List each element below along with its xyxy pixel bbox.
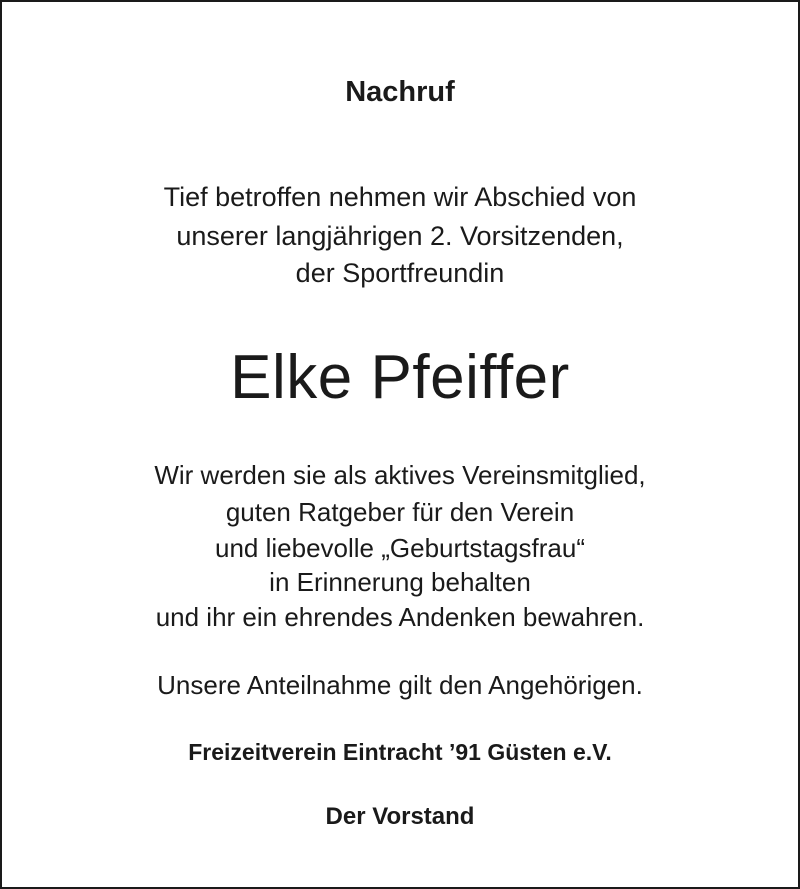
body-line: guten Ratgeber für den Verein (225, 497, 575, 527)
obituary-title: Nachruf (345, 76, 455, 108)
body-line: in Erinnerung behalten (269, 567, 531, 597)
deceased-name: Elke Pfeiffer (230, 343, 570, 412)
intro-line: Tief betroffen nehmen wir Abschied von (163, 182, 637, 212)
body-line: und liebevolle „Geburtstagsfrau“ (215, 533, 585, 563)
body-line: Wir werden sie als aktives Vereinsmitglied, (154, 460, 646, 490)
club-name: Freizeitverein Eintracht ’91 Güsten e.V. (188, 739, 612, 765)
condolence-line: Unsere Anteilnahme gilt den Angehörigen. (157, 670, 643, 700)
body-line: und ihr ein ehrendes Andenken bewahren. (155, 602, 645, 632)
intro-line: der Sportfreundin (295, 258, 505, 288)
intro-line: unserer langjährigen 2. Vorsitzenden, (176, 221, 624, 251)
board-signature: Der Vorstand (325, 803, 475, 830)
